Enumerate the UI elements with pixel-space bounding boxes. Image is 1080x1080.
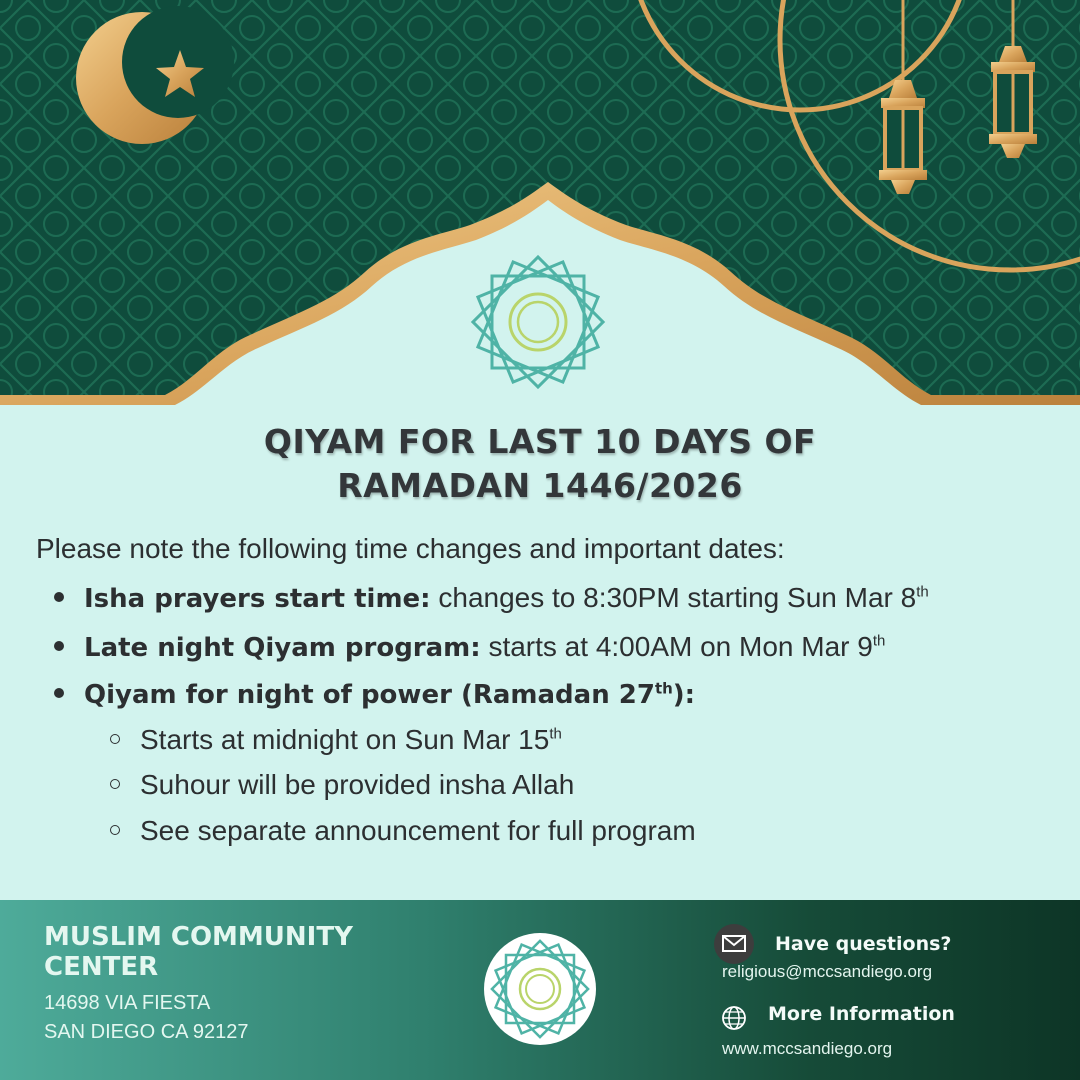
address-line-2: SAN DIEGO CA 92127: [44, 1021, 249, 1043]
announcement-title-line-2: RAMADAN 1446/2026: [337, 466, 743, 505]
bullet-qiyam-program: [54, 631, 885, 663]
envelope-icon: [714, 924, 754, 964]
bullet-night-of-power: [54, 678, 695, 710]
bullet-dot: [54, 641, 64, 651]
ordinal-suffix: th: [872, 632, 886, 650]
intro-text: Please note the following time changes and important dates:: [36, 533, 785, 564]
organization-name: MUSLIM COMMUNITY CENTER: [44, 922, 353, 982]
sub-bullet-ring: [110, 734, 120, 744]
sub-bullet-start-time: [110, 724, 562, 756]
header-artwork: [0, 0, 1080, 420]
announcement-title-line-1: QIYAM FOR LAST 10 DAYS OF: [263, 422, 817, 461]
sub-bullet-text: See separate announcement for full program: [140, 815, 696, 846]
bullet-label: [84, 680, 695, 710]
sub-bullet-announcement: [110, 815, 696, 847]
address-line-1: 14698 VIA FIESTA: [44, 992, 211, 1014]
bullet-label-text: Qiyam for night of power (Ramadan 27: [84, 680, 655, 710]
bullet-text: changes to 8:30PM starting Sun Mar 8: [430, 582, 917, 613]
bullet-label-end: ):: [672, 680, 696, 710]
sub-bullet-text: Starts at midnight on Sun Mar 15: [140, 724, 550, 755]
more-info-title: More Information: [768, 1003, 955, 1025]
bullet-isha-time: [54, 582, 929, 614]
ordinal-suffix: th: [916, 583, 929, 601]
ordinal-suffix: th: [549, 725, 562, 743]
email-link[interactable]: religious@mccsandiego.org: [722, 962, 933, 981]
sub-bullet-ring: [110, 779, 120, 789]
globe-icon: [720, 1004, 748, 1032]
mcc-logo-icon: [484, 933, 596, 1045]
bullet-label: Isha prayers start time:: [84, 584, 431, 614]
bullet-text: starts at 4:00AM on Mon Mar 9: [480, 631, 873, 662]
bullet-label: Late night Qiyam program:: [84, 633, 481, 663]
ordinal-suffix: th: [654, 679, 673, 698]
questions-title: Have questions?: [775, 933, 952, 955]
footer: [0, 900, 1080, 1080]
website-link[interactable]: www.mccsandiego.org: [722, 1039, 893, 1058]
footer-logo: [484, 933, 596, 1045]
sub-bullet-text: Suhour will be provided insha Allah: [140, 769, 575, 800]
sub-bullet-ring: [110, 825, 120, 835]
bullet-dot: [54, 592, 64, 602]
bullet-dot: [54, 688, 64, 698]
sub-bullet-suhour: [110, 769, 574, 801]
